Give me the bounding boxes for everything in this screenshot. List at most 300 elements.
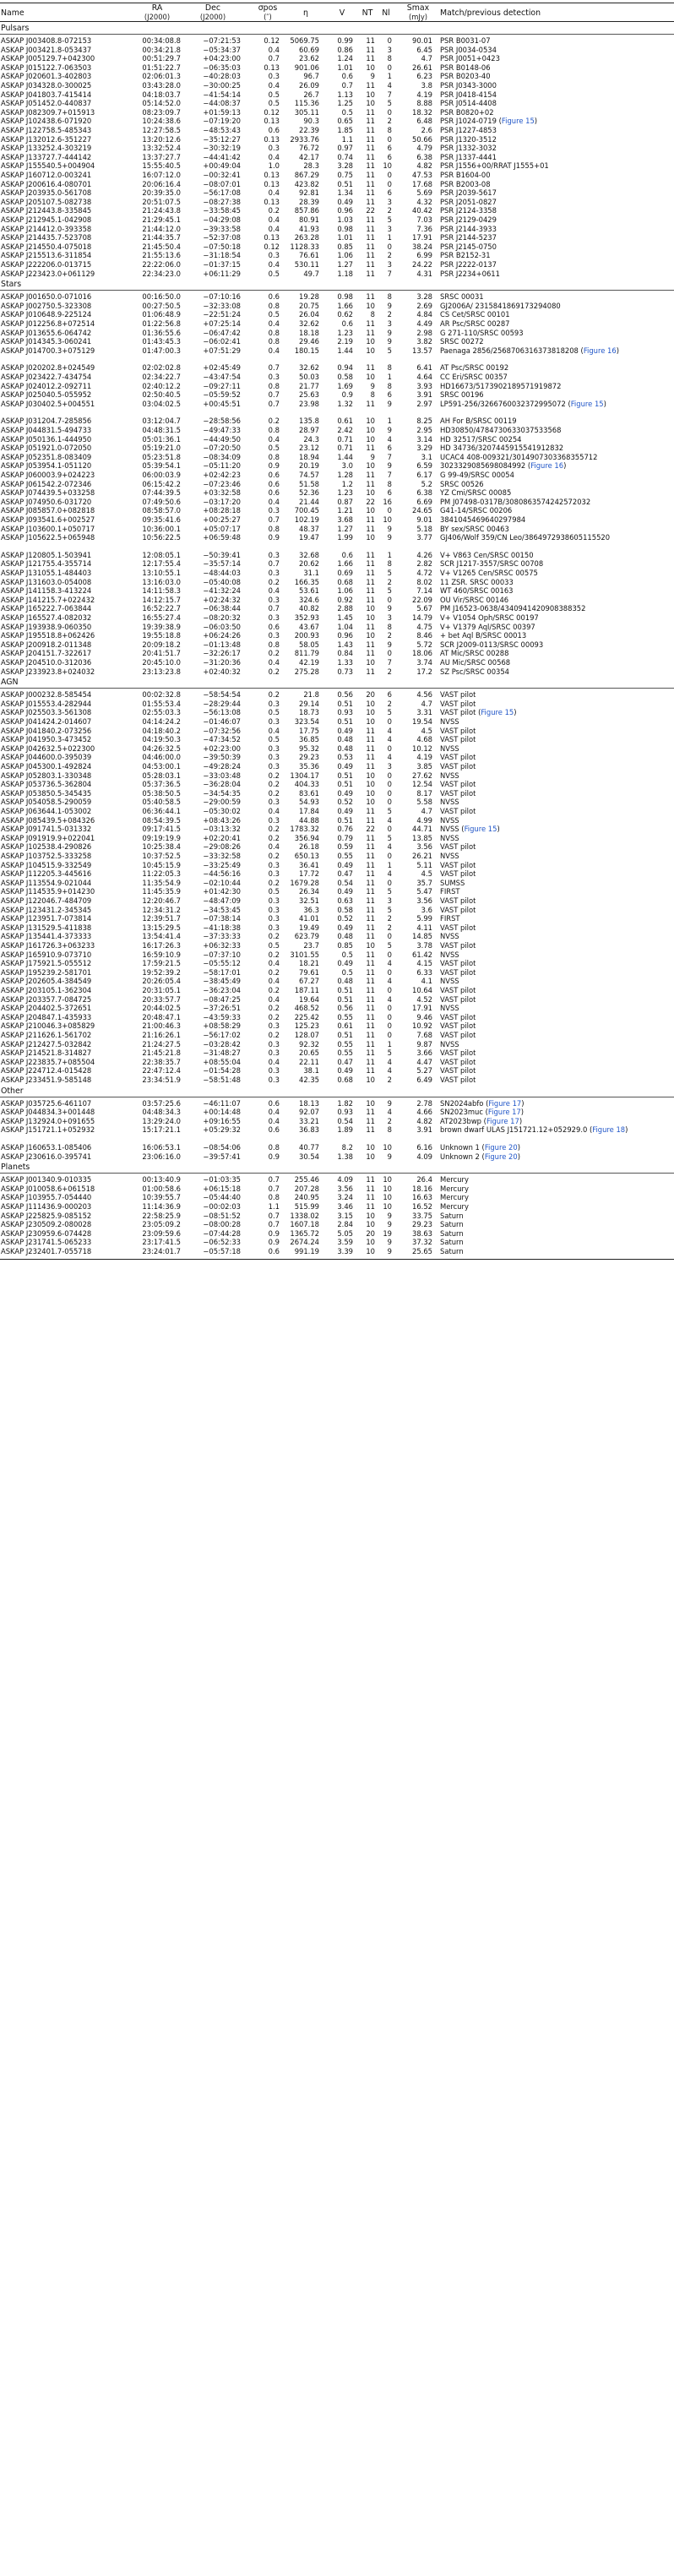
match-cell [440, 1220, 464, 1229]
smax-value: 3.77 [416, 533, 432, 542]
header-nt: NT [361, 8, 373, 18]
match-cell: PSR J1024-0719 (Figure 15) [440, 117, 538, 126]
ra-value: 22:22:06.0 [142, 260, 181, 269]
ra-value: 20:44:02.5 [142, 1004, 181, 1013]
table-row [0, 36, 674, 46]
source-name: ASKAP J052803.1-330348 [1, 771, 92, 780]
ra-value: 23:05:09.2 [142, 1220, 181, 1229]
match-text: Saturn [440, 1247, 464, 1255]
nt-value: 11 [366, 1175, 375, 1185]
table-row [0, 81, 674, 90]
ra-value: 04:48:31.5 [142, 426, 181, 434]
smax-value: 16.63 [412, 1193, 432, 1202]
v-value: 0.73 [337, 667, 353, 676]
sigma-pos-value: 0.5 [268, 887, 280, 896]
table-row [0, 225, 674, 234]
match-cell [440, 932, 459, 941]
match-cell [440, 382, 561, 391]
smax-value: 4.66 [416, 1108, 432, 1117]
ra-value: 11:22:05.3 [142, 869, 181, 879]
v-value: 0.49 [337, 726, 353, 735]
sigma-pos-value: 0.5 [268, 310, 280, 319]
header-sigma: σpos [258, 3, 278, 13]
eta-value: 1679.28 [290, 878, 319, 887]
table-row [0, 1220, 674, 1229]
ra-value: 05:23:51.8 [142, 452, 181, 461]
table-row [0, 1031, 674, 1040]
match-text: PSR B0031-07 [440, 36, 491, 45]
table-row [0, 789, 674, 798]
dec-value: −06:02:41 [203, 337, 241, 346]
smax-value: 4.32 [416, 197, 432, 206]
match-text: VAST pilot [440, 1076, 476, 1084]
smax-value: 4.19 [416, 90, 432, 99]
v-value: 0.93 [337, 1108, 353, 1117]
sigma-pos-value: 0.4 [268, 434, 280, 444]
match-text: PSR J0034-0534 [440, 45, 497, 54]
nl-value: 4 [387, 977, 392, 986]
dec-value: −48:53:43 [203, 126, 241, 134]
sigma-pos-value: 0.3 [268, 699, 280, 708]
figure-link[interactable]: Figure 17 [487, 1108, 521, 1117]
smax-value: 13.57 [412, 346, 432, 355]
source-name: ASKAP J131603.0-054008 [1, 577, 92, 586]
smax-value: 12.54 [412, 780, 432, 789]
table-row [0, 525, 674, 534]
source-name: ASKAP J041803.7-415414 [1, 90, 92, 99]
source-name: ASKAP J131055.1-484403 [1, 569, 92, 577]
smax-value: 10.92 [412, 1021, 432, 1031]
dec-value: −06:03:50 [203, 622, 241, 631]
figure-link[interactable]: Figure 15 [464, 825, 497, 834]
source-name: ASKAP J135441.4-373333 [1, 932, 92, 941]
match-cell [440, 727, 476, 736]
v-value: 3.68 [337, 515, 353, 524]
header-v: V [339, 8, 345, 18]
smax-value: 2.6 [421, 126, 432, 134]
table-row [0, 251, 674, 260]
source-name: ASKAP J025040.5-055952 [1, 390, 92, 400]
match-text: VAST pilot [440, 986, 476, 994]
table-row [0, 1212, 674, 1221]
source-name: ASKAP J212945.1-042908 [1, 215, 92, 224]
dec-value: −30:00:25 [203, 81, 241, 90]
nt-value: 10 [366, 613, 375, 622]
source-name: ASKAP J133727.7-444142 [1, 152, 92, 161]
dec-value: −35:57:14 [203, 559, 241, 569]
ra-value: 05:14:52.0 [142, 99, 181, 108]
v-value: 0.47 [337, 1057, 353, 1066]
source-name: ASKAP J102438.6-071920 [1, 117, 92, 126]
ra-value: 01:06:48.9 [142, 310, 181, 319]
match-text: PSR J2129-0429 [440, 215, 497, 224]
sigma-pos-value: 0.2 [268, 1012, 280, 1021]
nl-value: 2 [387, 310, 392, 319]
nl-value: 2 [387, 577, 392, 586]
smax-value: 6.38 [416, 152, 432, 161]
nl-value: 0 [387, 798, 392, 807]
match-text: PSR J2144-3933 [440, 224, 497, 233]
match-text: VAST pilot [440, 807, 476, 815]
nt-value: 20 [366, 1228, 375, 1238]
sigma-pos-value: 0.3 [268, 798, 280, 807]
source-name: ASKAP J010058.6+061518 [1, 1184, 95, 1193]
match-cell: Unknown 2 (Figure 20) [440, 1152, 520, 1161]
dec-value: −58:54:54 [203, 690, 241, 700]
v-value: 3.28 [337, 161, 353, 171]
ra-value: 10:25:38.4 [142, 842, 181, 852]
eta-value: 468.52 [294, 1004, 319, 1013]
smax-value: 35.7 [416, 878, 432, 887]
match-text: VAST pilot [440, 860, 476, 869]
smax-value: 4.68 [416, 735, 432, 744]
smax-value: 4.99 [416, 815, 432, 825]
eta-value: 352.93 [294, 613, 319, 622]
ra-value: 23:34:51.9 [142, 1076, 181, 1084]
table-row [0, 444, 674, 453]
match-cell [440, 789, 476, 798]
ra-value: 01:55:53.4 [142, 699, 181, 708]
eta-value: 92.32 [299, 1039, 319, 1048]
match-cell [440, 292, 484, 302]
figure-link[interactable]: Figure 15 [501, 117, 535, 126]
match-text: PSR J1320-3512 [440, 134, 497, 144]
nl-value: 6 [387, 152, 392, 161]
sigma-pos-value: 0.7 [268, 363, 280, 373]
ra-value: 06:15:42.2 [142, 479, 181, 488]
eta-value: 54.93 [299, 798, 319, 807]
match-cell [440, 649, 508, 658]
match-cell: VAST pilot (Figure 15) [440, 708, 517, 717]
match-text: PSR J0418-4154 [440, 90, 497, 99]
sigma-pos-value: 0.2 [268, 788, 280, 798]
ra-value: 01:47:00.3 [142, 346, 181, 355]
sigma-pos-value: 0.8 [268, 381, 280, 390]
sigma-pos-value: 0.4 [268, 319, 280, 328]
figure-link[interactable]: Figure 20 [484, 1143, 518, 1152]
match-text: PSR B2003-08 [440, 179, 491, 188]
eta-value: 1128.33 [290, 242, 319, 251]
nt-value: 10 [366, 90, 375, 99]
match-text: Mercury [440, 1175, 469, 1185]
dec-value: −56:17:08 [203, 188, 241, 198]
figure-link[interactable]: Figure 20 [484, 1152, 518, 1161]
table-row [0, 1117, 674, 1126]
smax-value: 13.85 [412, 833, 432, 842]
nt-value: 11 [366, 595, 375, 604]
eta-value: 17.84 [299, 807, 319, 815]
dec-value: −03:17:20 [203, 497, 241, 506]
match-cell [440, 488, 511, 498]
nt-value: 10 [366, 63, 375, 72]
figure-link[interactable]: Figure 16 [530, 461, 564, 471]
match-text: PSR J2234+0611 [440, 269, 500, 278]
sigma-pos-value: 0.4 [268, 959, 280, 968]
eta-value: 21.44 [299, 497, 319, 506]
dec-value: −01:46:07 [203, 717, 241, 726]
sigma-pos-value: 0.8 [268, 337, 280, 346]
eta-value: 166.35 [294, 577, 319, 586]
v-value: 1.1 [341, 134, 353, 144]
ra-value: 01:43:45.3 [142, 337, 181, 346]
smax-value: 5.2 [421, 479, 432, 488]
dec-value: +02:42:23 [203, 471, 241, 479]
nl-value: 0 [387, 506, 392, 515]
source-name: ASKAP J074439.5+033258 [1, 488, 95, 498]
match-text: VAST pilot [440, 896, 476, 905]
nt-value: 11 [366, 1048, 375, 1058]
v-value: 5.05 [337, 1228, 353, 1238]
smax-value: 44.71 [412, 825, 432, 834]
v-value: 0.53 [337, 753, 353, 762]
match-text: 3841045469640297984 [440, 515, 526, 524]
nl-value: 4 [387, 994, 392, 1004]
nl-value: 9 [387, 1152, 392, 1161]
table-row [0, 480, 674, 489]
dec-value: +08:43:26 [203, 815, 241, 825]
eta-value: 1783.32 [290, 825, 319, 834]
eta-value: 22.39 [299, 126, 319, 134]
match-cell [440, 90, 497, 100]
match-cell [440, 515, 525, 525]
figure-link[interactable]: Figure 15 [570, 399, 604, 408]
source-name: ASKAP J211626.1-561702 [1, 1031, 92, 1039]
smax-value: 10.12 [412, 743, 432, 753]
eta-value: 48.37 [299, 524, 319, 533]
nl-value: 5 [387, 941, 392, 950]
smax-value: 4.19 [416, 753, 432, 762]
sigma-pos-value: 0.4 [268, 81, 280, 90]
match-text: Unknown 1 [440, 1143, 480, 1152]
smax-value: 3.56 [416, 842, 432, 852]
table-row [0, 1125, 674, 1143]
eta-value: 79.61 [299, 967, 319, 977]
dec-value: +02:20:41 [203, 833, 241, 842]
match-cell [440, 46, 497, 55]
nl-value: 8 [387, 54, 392, 63]
section-title: Other [1, 1086, 24, 1096]
table-row [0, 390, 674, 400]
ra-value: 22:47:12.4 [142, 1066, 181, 1076]
dec-value: −39:33:58 [203, 224, 241, 233]
ra-value: 05:40:58.5 [142, 798, 181, 807]
ra-value: 21:44:35.7 [142, 233, 181, 242]
match-text: G 99-49/SRSC 00054 [440, 471, 514, 479]
sigma-pos-value: 0.4 [268, 45, 280, 54]
source-name: ASKAP J231741.5-065233 [1, 1238, 92, 1247]
eta-value: 26.7 [303, 90, 319, 99]
match-cell: 3023329085698084992 (Figure 16) [440, 461, 567, 471]
figure-link[interactable]: Figure 18 [592, 1125, 626, 1135]
table-row [0, 744, 674, 754]
sigma-pos-value: 0.3 [268, 1076, 280, 1084]
nt-value: 11 [366, 896, 375, 905]
eta-value: 23.7 [303, 941, 319, 950]
v-value: 1.04 [337, 622, 353, 631]
ra-value: 21:24:27.5 [142, 1039, 181, 1048]
v-value: 0.49 [337, 1066, 353, 1076]
nl-value: 7 [387, 90, 392, 99]
match-text: SCR J1217-3557/SRSC 00708 [440, 559, 544, 569]
ra-value: 02:34:22.7 [142, 373, 181, 381]
nl-value: 4 [387, 959, 392, 968]
dec-value: −29:00:59 [203, 798, 241, 807]
nt-value: 10 [366, 788, 375, 798]
nl-value: 5 [387, 905, 392, 914]
source-name: ASKAP J222206.0-013715 [1, 260, 92, 269]
table-row [0, 896, 674, 906]
dec-value: +01:59:13 [203, 107, 241, 117]
source-name: ASKAP J123431.2-345345 [1, 905, 92, 914]
table-row [0, 640, 674, 650]
nt-value: 11 [366, 994, 375, 1004]
dec-value: −44:08:37 [203, 99, 241, 108]
eta-value: 18.94 [299, 452, 319, 461]
nl-value: 10 [383, 1143, 392, 1152]
sigma-pos-value: 0.5 [268, 941, 280, 950]
ra-value: 23:09:59.6 [142, 1228, 181, 1238]
figure-link[interactable]: Figure 15 [481, 708, 514, 717]
table-row [0, 613, 674, 623]
match-text: FIRST [440, 887, 460, 896]
match-text: VAST pilot [440, 762, 476, 771]
dec-value: −07:50:18 [203, 242, 241, 251]
source-name: ASKAP J053954.1-051120 [1, 461, 92, 471]
match-text: Mercury [440, 1202, 469, 1211]
smax-value: 26.61 [412, 63, 432, 72]
match-text: V+ V1265 Cen/SRSC 00575 [440, 569, 538, 577]
ra-value: 20:39:35.0 [142, 188, 181, 198]
header-match: Match/previous detection [440, 8, 541, 18]
match-cell [440, 569, 538, 578]
eta-value: 22.11 [299, 1057, 319, 1066]
source-name: ASKAP J045300.1-492824 [1, 762, 92, 771]
v-value: 1.21 [337, 506, 353, 515]
nl-value: 10 [383, 515, 392, 524]
smax-value: 7.36 [416, 224, 432, 233]
table-row [0, 842, 674, 852]
match-cell [440, 667, 509, 677]
nl-value: 10 [383, 1175, 392, 1185]
eta-value: 40.77 [299, 1143, 319, 1152]
dec-value: +02:24:32 [203, 595, 241, 604]
header-nl: Nl [382, 8, 390, 18]
match-text: Unknown 2 [440, 1152, 480, 1161]
dec-value: −37:33:33 [203, 932, 241, 941]
sigma-pos-value: 0.12 [264, 107, 280, 117]
source-name: ASKAP J205107.5-082738 [1, 197, 92, 206]
source-name: ASKAP J053850.5-345435 [1, 788, 92, 798]
source-name: ASKAP J102538.4-290826 [1, 842, 92, 852]
dec-value: −31:20:36 [203, 658, 241, 667]
table-row [0, 188, 674, 198]
sigma-pos-value: 0.8 [268, 328, 280, 337]
nl-value: 9 [387, 399, 392, 408]
sigma-pos-value: 0.5 [268, 708, 280, 717]
source-name: ASKAP J204847.1-435933 [1, 1012, 92, 1021]
figure-link[interactable]: Figure 17 [488, 1098, 522, 1108]
header-dec: Dec [204, 3, 221, 13]
match-text: SN2023muc [440, 1108, 483, 1117]
dec-value: −50:39:41 [203, 550, 241, 559]
v-value: 2.42 [337, 426, 353, 434]
dec-value: +07:51:29 [203, 346, 241, 355]
smax-value: 18.32 [412, 107, 432, 117]
nl-value: 2 [387, 923, 392, 932]
eta-value: 32.62 [299, 363, 319, 373]
ra-value: 13:10:55.1 [142, 569, 181, 577]
table-row [0, 533, 674, 551]
figure-link[interactable]: Figure 17 [486, 1116, 519, 1125]
eta-value: 19.47 [299, 533, 319, 542]
eta-value: 96.7 [303, 72, 319, 81]
eta-value: 305.11 [294, 107, 319, 117]
match-cell [440, 798, 459, 807]
match-cell [440, 631, 526, 640]
figure-link[interactable]: Figure 16 [583, 346, 617, 355]
sigma-pos-value: 0.2 [268, 649, 280, 658]
v-value: 1.06 [337, 586, 353, 596]
smax-value: 5.67 [416, 604, 432, 613]
dec-value: −05:59:52 [203, 390, 241, 400]
nt-value: 10 [366, 1098, 375, 1108]
sigma-pos-value: 0.2 [268, 986, 280, 994]
sigma-pos-value: 0.5 [268, 99, 280, 108]
source-name: ASKAP J204151.7-322617 [1, 649, 92, 658]
nt-value: 11 [366, 471, 375, 479]
smax-value: 3.78 [416, 941, 432, 950]
ra-value: 06:36:44.1 [142, 807, 181, 815]
sigma-pos-value: 0.4 [268, 977, 280, 986]
nl-value: 1 [387, 1039, 392, 1048]
ra-value: 00:34:08.8 [142, 36, 181, 45]
nl-value: 0 [387, 242, 392, 251]
ra-value: 12:39:51.7 [142, 914, 181, 923]
sigma-pos-value: 0.8 [268, 524, 280, 533]
table-row [0, 1229, 674, 1239]
smax-value: 3.31 [416, 708, 432, 717]
smax-value: 38.63 [412, 1228, 432, 1238]
header-sigma-unit: (″) [264, 13, 272, 21]
sigma-pos-value: 0.2 [268, 878, 280, 887]
source-name: ASKAP J103752.5-333258 [1, 852, 92, 860]
eta-value: 225.42 [294, 1012, 319, 1021]
dec-value: +05:07:17 [203, 524, 241, 533]
match-cell [440, 941, 476, 950]
smax-value: 14.79 [412, 613, 432, 622]
match-cell [440, 807, 476, 816]
dec-value: −56:17:02 [203, 1031, 241, 1039]
ra-value: 19:55:18.8 [142, 631, 181, 640]
match-cell [440, 1185, 469, 1194]
smax-value: 6.17 [416, 471, 432, 479]
sigma-pos-value: 0.13 [264, 197, 280, 206]
table-row [0, 690, 674, 700]
nl-value: 9 [387, 1238, 392, 1247]
nl-value: 0 [387, 171, 392, 179]
eta-value: 23.98 [299, 399, 319, 408]
source-name: ASKAP J112205.3-445616 [1, 869, 92, 879]
v-value: 0.48 [337, 743, 353, 753]
smax-value: 4.56 [416, 690, 432, 700]
match-text: VAST pilot [440, 708, 476, 717]
table-row [0, 604, 674, 613]
v-value: 0.9 [341, 390, 353, 400]
sigma-pos-value: 0.8 [268, 426, 280, 434]
nt-value: 11 [366, 319, 375, 328]
header-ra: RA [151, 3, 163, 13]
match-text: PSR B0820+02 [440, 107, 494, 117]
